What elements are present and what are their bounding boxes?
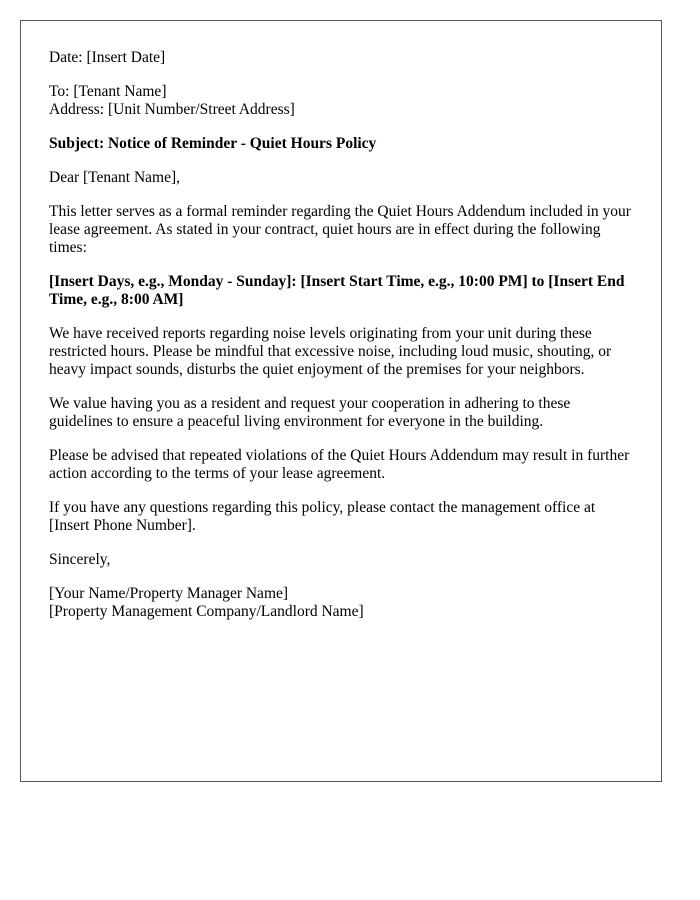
value-paragraph: We value having you as a resident and request your cooperation in adhering to these guidelines to ensure a peaceful living environment for everyone in the building.: [49, 395, 571, 430]
date-line: Date: [Insert Date]: [49, 49, 166, 66]
letter-page: [20, 20, 662, 782]
recipient-block: [49, 83, 633, 119]
intro-paragraph: This letter serves as a formal reminder regarding the Quiet Hours Addendum included in your lease agreement. As stated in your contract, quiet hours are in effect during the following times:: [49, 203, 631, 256]
salutation: Dear [Tenant Name],: [49, 169, 181, 186]
signature-block: [49, 585, 633, 621]
closing-line: Sincerely,: [49, 551, 111, 568]
quiet-hours-line: [Insert Days, e.g., Monday - Sunday]: [Insert Start Time, e.g., 10:00 PM] to [Insert End Time, e.g., 8:00 AM]: [49, 273, 625, 308]
recipient-name: To: [Tenant Name]: [49, 83, 167, 100]
signature-name: [Your Name/Property Manager Name]: [49, 585, 289, 602]
violations-paragraph: Please be advised that repeated violations of the Quiet Hours Addendum may result in further action according to the terms of your lease agreement.: [49, 447, 630, 482]
recipient-address: Address: [Unit Number/Street Address]: [49, 101, 295, 118]
subject-line: Subject: Notice of Reminder - Quiet Hours Policy: [49, 135, 377, 152]
reports-paragraph: We have received reports regarding noise levels originating from your unit during these restricted hours. Please be mindful that excessive noise, including loud music, shouting, or heavy impact sounds, disturbs the quiet enjoyment of the premises for your neighbors.: [49, 325, 612, 378]
contact-paragraph: If you have any questions regarding this policy, please contact the management office at [Insert Phone Number].: [49, 499, 596, 534]
signature-company: [Property Management Company/Landlord Name]: [49, 603, 364, 620]
